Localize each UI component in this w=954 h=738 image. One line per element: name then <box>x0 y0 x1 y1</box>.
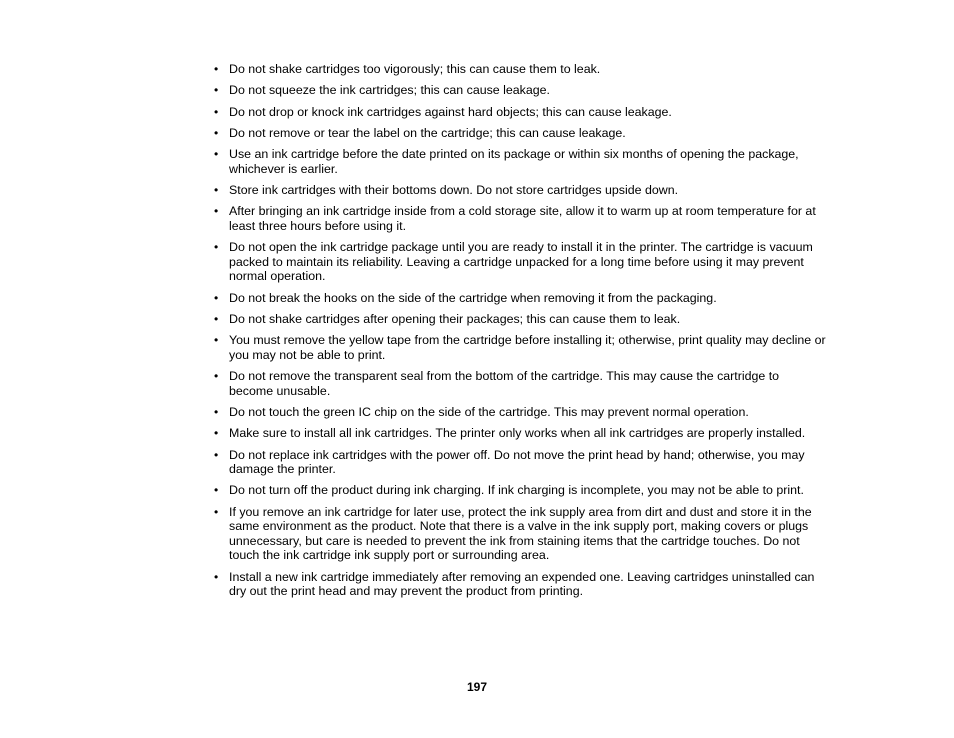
precaution-list <box>214 62 826 606</box>
list-item-text: Do not touch the green IC chip on the side of the cartridge. This may prevent normal operation. <box>229 404 749 419</box>
list-item <box>214 570 826 599</box>
list-item-text: Do not shake cartridges too vigorously; this can cause them to leak. <box>229 62 601 76</box>
bullet-marker: • <box>214 62 219 76</box>
list-item <box>214 333 826 362</box>
list-item <box>214 426 826 441</box>
list-item <box>214 147 826 176</box>
bullet-marker: • <box>214 404 219 419</box>
list-item-text: Use an ink cartridge before the date printed on its package or within six months of opening the package, whichever is earlier. <box>229 147 799 176</box>
list-item-text: Do not open the ink cartridge package until you are ready to install it in the printer. The cartridge is vacuum packed to maintain its reliability. Leaving a cartridge unpacked for a long time before using it may prevent normal operation. <box>229 240 813 284</box>
page-number: 197 <box>466 680 488 694</box>
bullet-marker: • <box>214 104 219 119</box>
list-item <box>214 291 826 306</box>
bullet-marker: • <box>214 311 219 326</box>
bullet-marker: • <box>214 290 219 305</box>
list-item <box>214 312 826 327</box>
list-item-text: Do not remove the transparent seal from the bottom of the cartridge. This may cause the cartridge to become unusable. <box>229 369 780 398</box>
list-item-text: Install a new ink cartridge immediately after removing an expended one. Leaving cartridges uninstalled can dry out the print head and may prevent the product from printing. <box>229 569 815 599</box>
bullet-marker: • <box>214 369 219 384</box>
list-item-text: Do not turn off the product during ink charging. If ink charging is incomplete, you may not be able to print. <box>229 483 804 498</box>
list-item-text: Do not replace ink cartridges with the power off. Do not move the print head by hand; otherwise, you may damage the printer. <box>229 447 805 477</box>
bullet-marker: • <box>214 204 219 219</box>
list-item <box>214 83 826 98</box>
list-item <box>214 62 826 77</box>
list-item-text: If you remove an ink cartridge for later use, protect the ink supply area from dirt and dust and store it in the same environment as the product. Note that there is a valve in the ink supply port, making covers or plugs unnecessary, but care is needed to prevent the ink from staining items that the cartridge touches. Do not touch the ink cartridge ink supply port or surrounding area. <box>229 504 812 563</box>
list-item-text: Make sure to install all ink cartridges. The printer only works when all ink cartridges are properly installed. <box>229 426 806 441</box>
bullet-marker: • <box>214 333 219 348</box>
list-item-text: Do not squeeze the ink cartridges; this can cause leakage. <box>229 83 550 98</box>
bullet-marker: • <box>214 504 219 519</box>
list-item-text: Do not remove or tear the label on the cartridge; this can cause leakage. <box>229 125 626 140</box>
list-item <box>214 483 826 498</box>
bullet-marker: • <box>214 483 219 498</box>
list-item-text: Do not drop or knock ink cartridges against hard objects; this can cause leakage. <box>229 104 672 119</box>
bullet-marker: • <box>214 147 219 162</box>
list-item <box>214 126 826 141</box>
list-item <box>214 240 826 284</box>
list-item <box>214 183 826 198</box>
list-item <box>214 405 826 420</box>
list-item <box>214 204 826 233</box>
list-item-text: Store ink cartridges with their bottoms down. Do not store cartridges upside down. <box>229 183 679 197</box>
bullet-marker: • <box>214 240 219 255</box>
list-item-text: Do not shake cartridges after opening their packages; this can cause them to leak. <box>229 311 681 326</box>
bullet-marker: • <box>214 125 219 140</box>
list-item <box>214 369 826 398</box>
bullet-marker: • <box>214 569 219 584</box>
list-item-text: Do not break the hooks on the side of the cartridge when removing it from the packaging. <box>229 290 717 305</box>
bullet-marker: • <box>214 83 219 98</box>
bullet-marker: • <box>214 426 219 441</box>
bullet-marker: • <box>214 183 219 197</box>
bullet-marker: • <box>214 447 219 462</box>
list-item <box>214 105 826 120</box>
list-item <box>214 505 826 563</box>
list-item <box>214 448 826 477</box>
list-item-text: After bringing an ink cartridge inside from a cold storage site, allow it to warm up at room temperature for at least three hours before using it. <box>229 204 816 233</box>
list-item-text: You must remove the yellow tape from the cartridge before installing it; otherwise, print quality may decline or you may not be able to print. <box>229 333 826 362</box>
